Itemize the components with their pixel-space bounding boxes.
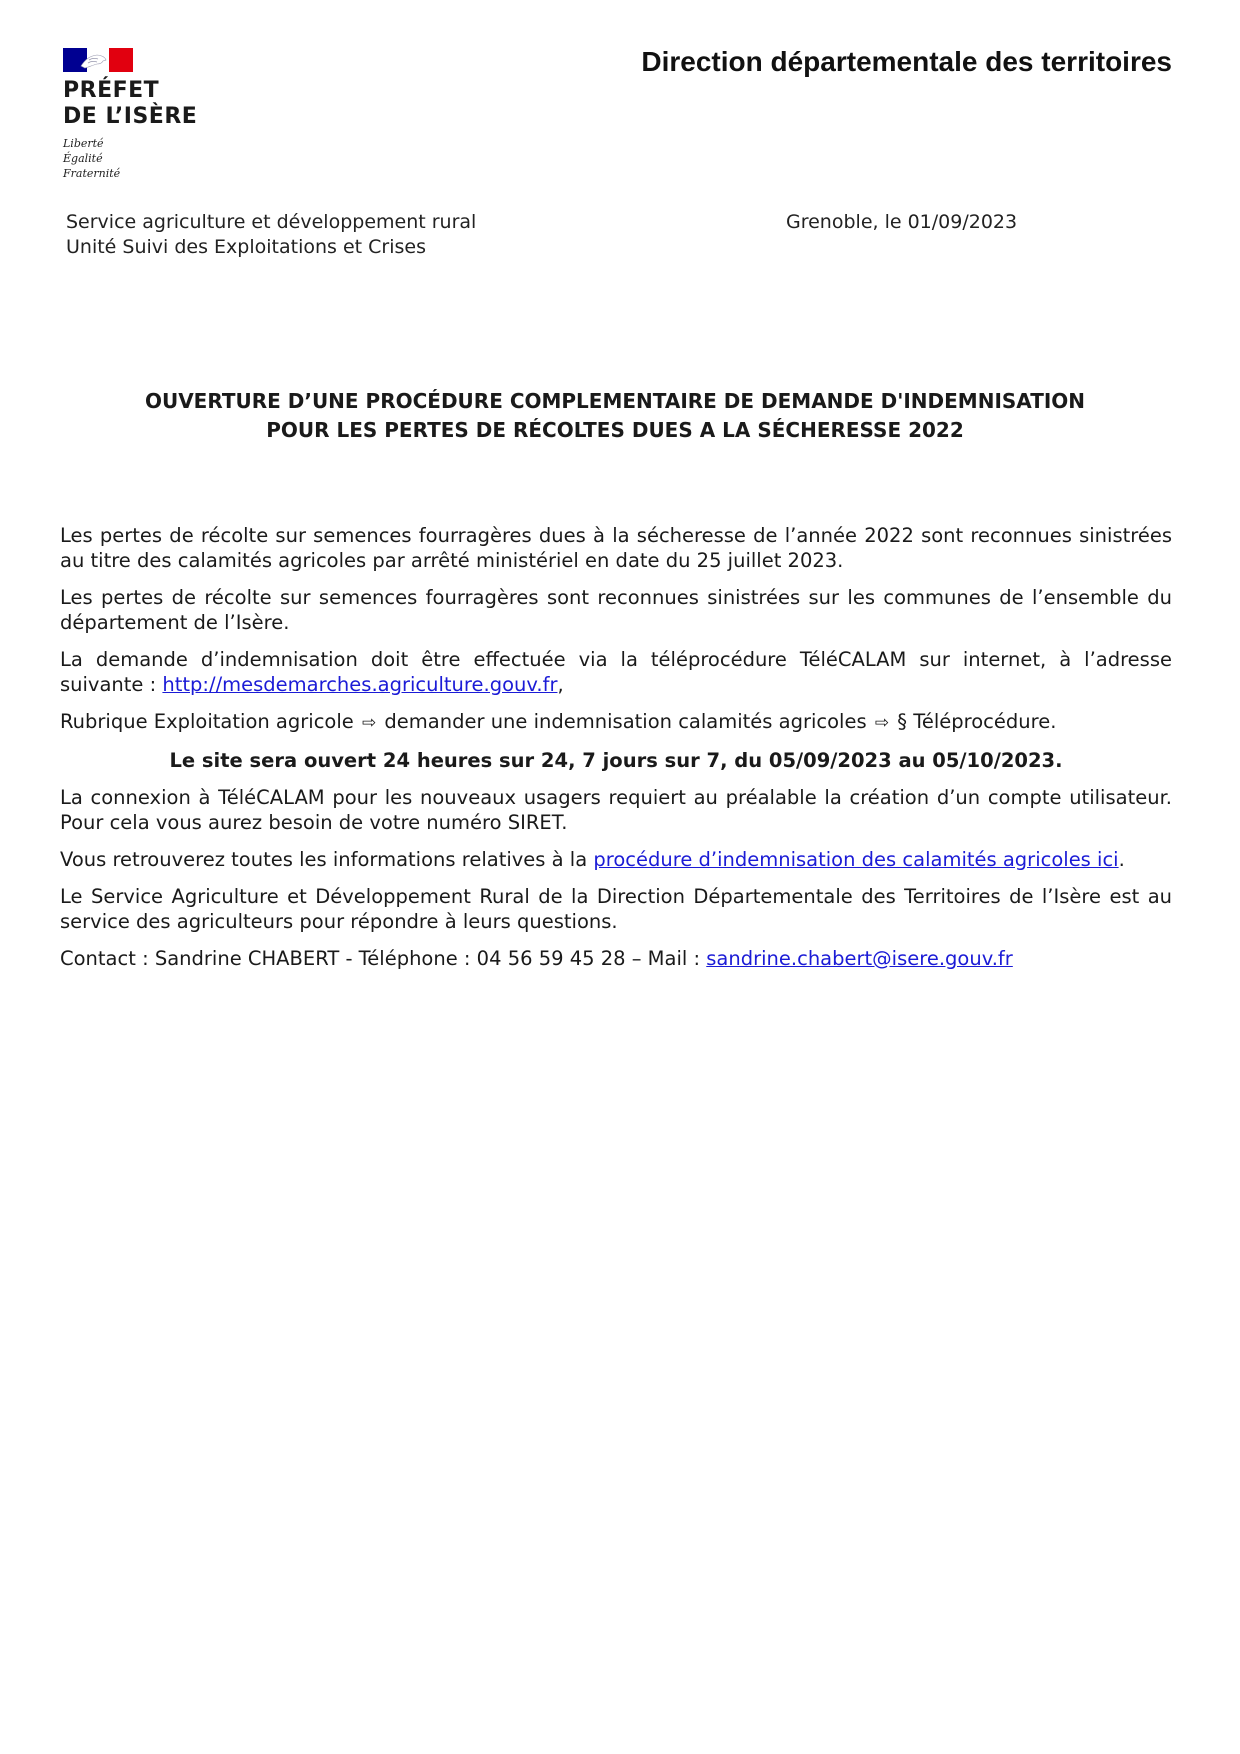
paragraph-telecalam (60, 647, 1172, 697)
arrow-right-icon: ⇨ (874, 713, 890, 733)
title-line2: POUR LES PERTES DE RÉCOLTES DUES A LA SÉCHERESSE 2022 (266, 418, 964, 442)
marianne-profile-icon (75, 50, 113, 70)
informations-text: Vous retrouverez toutes les informations relatives à la (60, 848, 594, 871)
contact-text: Contact : Sandrine CHABERT - Téléphone : 04 56 59 45 28 – Mail : (60, 947, 707, 970)
prefet-line1: PRÉFET (63, 78, 160, 103)
title-line1: OUVERTURE D’UNE PROCÉDURE COMPLEMENTAIRE DE DEMANDE D'INDEMNISATION (144, 389, 1086, 413)
rubrique-part2: demander une indemnisation calamités agricoles (384, 710, 867, 733)
devise-liberte: Liberté (63, 137, 104, 150)
prefet-line2: DE L’ISÈRE (63, 104, 198, 129)
document-body (60, 523, 1172, 983)
paragraph-connexion: La connexion à TéléCALAM pour les nouveaux usagers requiert au préalable la création d’un compte utilisateur. Pour cela vous aurez besoin de votre numéro SIRET. (60, 786, 1172, 834)
unit-name: Unité Suivi des Exploitations et Crises (66, 236, 426, 258)
paragraph-opening-dates: Le site sera ouvert 24 heures sur 24, 7 jours sur 7, du 05/09/2023 au 05/10/2023. (169, 749, 1063, 772)
procedure-link[interactable]: procédure d’indemnisation des calamités agricoles ici (593, 848, 1119, 871)
service-name: Service agriculture et développement rural (66, 211, 477, 233)
telecalam-text: La demande d’indemnisation doit être effectuée via la téléprocédure TéléCALAM sur internet, à l’adresse suivante : (60, 648, 1172, 696)
document-date: Grenoble, le 01/09/2023 (786, 211, 1018, 233)
document-title (60, 387, 1170, 445)
paragraph-service: Le Service Agriculture et Développement Rural de la Direction Départementale des Territoires de l’Isère est au service des agriculteurs pour répondre à leurs questions. (60, 885, 1172, 933)
email-link[interactable]: sandrine.chabert@isere.gouv.fr (706, 947, 1013, 970)
direction-heading: Direction départementale des territoires (641, 46, 1172, 77)
telecalam-end: , (557, 673, 564, 696)
devise (63, 136, 263, 181)
devise-egalite: Égalité (63, 152, 103, 165)
rubrique-part1: Rubrique Exploitation agricole (60, 710, 354, 733)
rubrique-part3: § Téléprocédure. (897, 710, 1057, 733)
paragraph-rubrique (60, 709, 1172, 736)
paragraph-informations (60, 847, 1172, 872)
mesdemarches-link[interactable]: http://mesdemarches.agriculture.gouv.fr (162, 673, 558, 696)
prefet-title (63, 78, 263, 130)
devise-fraternite: Fraternité (63, 167, 121, 180)
paragraph-communes: Les pertes de récolte sur semences fourragères sont reconnues sinistrées sur les communes de l’ensemble du département de l’Isère. (60, 586, 1172, 634)
prefecture-logo (63, 48, 263, 181)
arrow-right-icon: ⇨ (361, 713, 377, 733)
paragraph-contact (60, 946, 1172, 971)
paragraph-recognition: Les pertes de récolte sur semences fourragères dues à la sécheresse de l’année 2022 sont reconnues sinistrées au titre des calamités agricoles par arrêté ministériel en date du 25 juillet 2023. (60, 524, 1172, 572)
service-block (66, 210, 476, 260)
marianne-flag-icon (63, 48, 133, 72)
informations-end: . (1118, 848, 1125, 871)
